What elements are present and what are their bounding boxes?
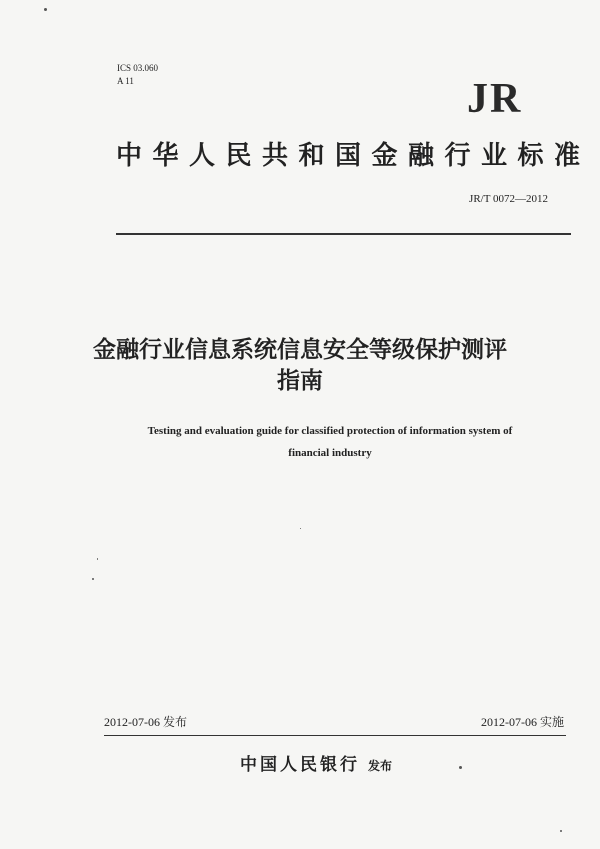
effective-date: 2012-07-06 实施 bbox=[481, 715, 564, 729]
publisher-verb: 发布 bbox=[368, 759, 393, 773]
scan-speck bbox=[300, 528, 301, 529]
document-title-chinese bbox=[80, 335, 520, 397]
document-title-english bbox=[110, 420, 550, 464]
scan-speck bbox=[44, 8, 47, 11]
classification-codes bbox=[117, 62, 158, 88]
title-en-line-2: financial industry bbox=[288, 447, 372, 459]
title-cn-line-1: 金融行业信息系统信息安全等级保护测评 bbox=[93, 337, 507, 363]
standard-title: 中华人民共和国金融行业标准 bbox=[116, 141, 591, 171]
publisher bbox=[240, 750, 392, 775]
publisher-name: 中国人民银行 bbox=[240, 755, 360, 775]
title-en-line-1: Testing and evaluation guide for classified protection of information system of bbox=[147, 425, 513, 437]
header-divider bbox=[116, 233, 571, 235]
title-cn-line-2: 指南 bbox=[277, 368, 323, 394]
scan-speck bbox=[92, 578, 94, 580]
jr-logo: JR bbox=[467, 76, 523, 122]
standard-number: JR/T 0072—2012 bbox=[469, 193, 548, 205]
release-date: 2012-07-06 发布 bbox=[104, 715, 187, 729]
scan-speck bbox=[560, 830, 562, 832]
scan-speck bbox=[459, 766, 462, 769]
class-code: A 11 bbox=[117, 76, 134, 86]
scan-speck bbox=[97, 558, 98, 560]
ics-code: ICS 03.060 bbox=[117, 63, 159, 73]
footer-divider bbox=[104, 735, 566, 736]
